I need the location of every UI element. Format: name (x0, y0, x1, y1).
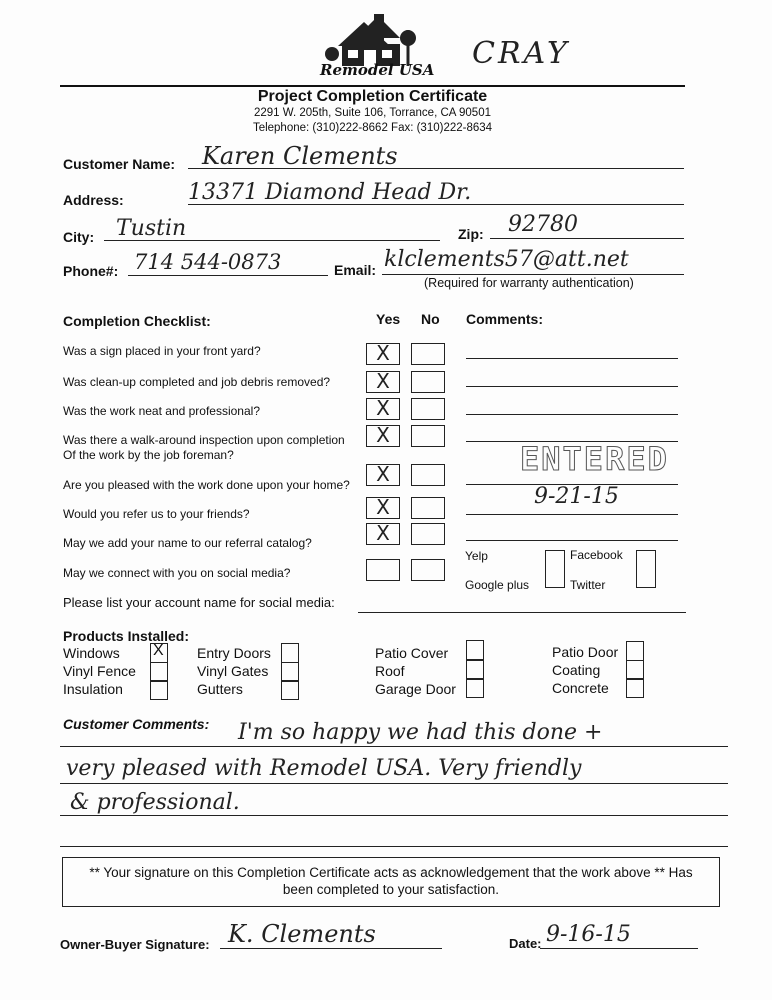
email-line (382, 274, 684, 275)
q7-yes-checkbox[interactable]: X (366, 523, 400, 545)
customer-name-value[interactable]: Karen Clements (202, 142, 398, 170)
product-vinyl-fence-checkbox[interactable] (150, 662, 168, 682)
product-vinyl-gates-checkbox[interactable] (281, 662, 299, 682)
question-4: Was there a walk-around inspection upon completion (63, 433, 345, 447)
header-divider (60, 85, 685, 87)
comment-line-1-text[interactable]: I'm so happy we had this done + (238, 720, 603, 745)
q4-yes-checkbox[interactable]: X (366, 425, 400, 447)
comment-line-2-text[interactable]: very pleased with Remodel USA. Very friendly (66, 756, 582, 781)
q5-yes-checkbox[interactable]: X (366, 464, 400, 486)
q2-comment-line[interactable] (466, 386, 678, 387)
product-patio-door-label: Patio Door (552, 644, 619, 660)
acknowledgement-text: ** Your signature on this Completion Certificate acts as acknowledgement that the work above ** Has been completed to your satisfaction. (89, 865, 693, 897)
company-address: 2291 W. 205th, Suite 106, Torrance, CA 90501 (254, 107, 491, 119)
q4-no-checkbox[interactable] (411, 425, 445, 447)
q1-no-checkbox[interactable] (411, 343, 445, 365)
question-3: Was the work neat and professional? (63, 404, 260, 418)
q6-yes-checkbox[interactable]: X (366, 497, 400, 519)
city-value[interactable]: Tustin (116, 216, 187, 241)
question-1: Was a sign placed in your front yard? (63, 344, 261, 358)
twitter-label: Twitter (570, 578, 606, 592)
q3-comment-line[interactable] (466, 414, 678, 415)
q2-yes-checkbox[interactable]: X (366, 371, 400, 393)
address-value[interactable]: 13371 Diamond Head Dr. (188, 180, 472, 205)
social-account-label: Please list your account name for social media: (63, 595, 335, 610)
company-telephone: Telephone: (310)222-8662 Fax: (310)222-8634 (252, 122, 493, 134)
comment-line-1 (60, 746, 728, 747)
products-heading: Products Installed: (63, 628, 190, 644)
q3-yes-checkbox[interactable]: X (366, 398, 400, 420)
no-column-label: No (421, 311, 440, 327)
phone-value[interactable]: 714 544-0873 (134, 250, 282, 274)
customer-name-label: Customer Name: (63, 156, 176, 172)
comment-line-3-text[interactable]: & professional. (70, 790, 240, 815)
question-6: Would you refer us to your friends? (63, 507, 250, 521)
product-insulation-checkbox[interactable] (150, 680, 168, 700)
email-note: (Required for warranty authentication) (424, 276, 634, 290)
product-roof-label: Roof (375, 663, 405, 679)
facebook-label: Facebook (570, 548, 623, 562)
logo-text: Remodel USA (320, 61, 435, 79)
product-entry-doors-checkbox[interactable] (281, 643, 299, 663)
phone-line (128, 275, 328, 276)
question-7: May we add your name to our referral catalog? (63, 536, 312, 550)
question-8: May we connect with you on social media? (63, 566, 291, 580)
page-title: Project Completion Certificate (257, 88, 488, 105)
q1-comment-line[interactable] (466, 358, 678, 359)
zip-value[interactable]: 92780 (508, 212, 578, 237)
q1-yes-checkbox[interactable]: X (366, 343, 400, 365)
date-value[interactable]: 9-16-15 (546, 922, 631, 947)
product-concrete-checkbox[interactable] (626, 678, 644, 698)
product-coating-checkbox[interactable] (626, 660, 644, 680)
question-4-line2: Of the work by the job foreman? (63, 448, 234, 462)
zip-label: Zip: (458, 226, 484, 242)
product-patio-cover-label: Patio Cover (375, 645, 449, 661)
signature-label: Owner-Buyer Signature: (60, 937, 210, 952)
google-plus-label: Google plus (465, 578, 530, 592)
signature-value[interactable]: K. Clements (228, 920, 376, 948)
date-line (540, 948, 698, 949)
product-entry-doors-label: Entry Doors (197, 645, 271, 661)
comment-line-4 (60, 846, 728, 847)
address-label: Address: (63, 192, 124, 208)
yelp-checkbox[interactable] (545, 550, 565, 588)
yes-column-label: Yes (376, 311, 401, 327)
handwritten-annotation: CRAY (472, 36, 570, 71)
product-patio-cover-checkbox[interactable] (466, 640, 484, 660)
question-5: Are you pleased with the work done upon your home? (63, 478, 350, 492)
email-value[interactable]: klclements57@att.net (384, 247, 629, 272)
comment-line-2 (60, 783, 728, 784)
city-label: City: (63, 229, 95, 245)
stamp-date: 9-21-15 (534, 484, 619, 509)
yelp-label: Yelp (465, 549, 488, 563)
product-concrete-label: Concrete (552, 680, 609, 696)
q6-no-checkbox[interactable] (411, 497, 445, 519)
product-coating-label: Coating (552, 662, 601, 678)
entered-stamp: ENTERED (520, 440, 669, 478)
customer-comments-label: Customer Comments: (63, 716, 210, 732)
comments-column-label: Comments: (466, 311, 544, 327)
zip-line (490, 238, 684, 239)
q7-no-checkbox[interactable] (411, 523, 445, 545)
q8-yes-checkbox[interactable] (366, 559, 400, 581)
product-garage-door-checkbox[interactable] (466, 678, 484, 698)
checklist-heading: Completion Checklist: (63, 313, 211, 329)
product-gutters-label: Gutters (197, 681, 243, 697)
product-garage-door-label: Garage Door (375, 681, 456, 697)
facebook-checkbox[interactable] (636, 550, 656, 588)
email-label: Email: (334, 262, 377, 278)
date-label: Date: (509, 936, 542, 951)
product-roof-checkbox[interactable] (466, 660, 484, 680)
q5-no-checkbox[interactable] (411, 464, 445, 486)
acknowledgement-notice (62, 857, 720, 907)
question-2: Was clean-up completed and job debris removed? (63, 375, 331, 389)
product-vinyl-gates-label: Vinyl Gates (197, 663, 269, 679)
q6-comment-line[interactable] (466, 514, 678, 515)
product-insulation-label: Insulation (63, 681, 123, 697)
q3-no-checkbox[interactable] (411, 398, 445, 420)
social-account-line[interactable] (358, 612, 686, 613)
q7-comment-line[interactable] (466, 540, 678, 541)
comment-line-3 (60, 815, 728, 816)
phone-label: Phone#: (63, 263, 119, 279)
signature-line (220, 948, 442, 949)
product-patio-door-checkbox[interactable] (626, 641, 644, 661)
product-vinyl-fence-label: Vinyl Fence (63, 663, 136, 679)
q8-no-checkbox[interactable] (411, 559, 445, 581)
product-gutters-checkbox[interactable] (281, 680, 299, 700)
product-windows-checkbox[interactable]: X (150, 643, 168, 663)
q2-no-checkbox[interactable] (411, 371, 445, 393)
product-windows-label: Windows (63, 645, 120, 661)
